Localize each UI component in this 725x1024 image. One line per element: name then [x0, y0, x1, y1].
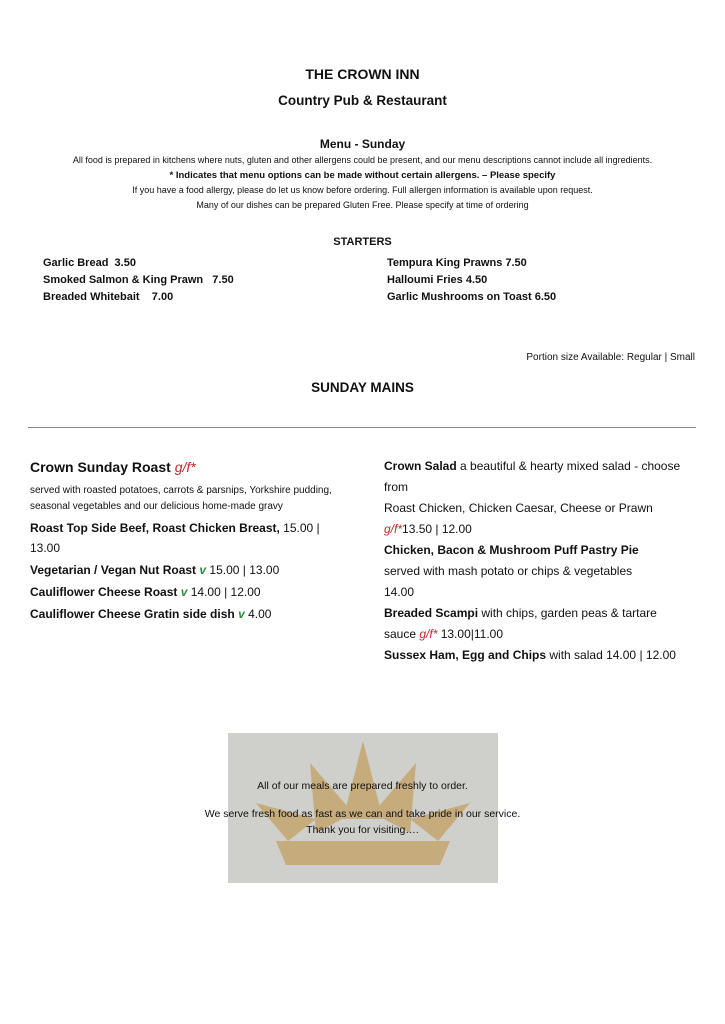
footer-line-2: We serve fresh food as fast as we can and take pride in our service.	[204, 808, 521, 820]
pub-subtitle: Country Pub & Restaurant	[278, 93, 447, 108]
item-name: Vegetarian / Vegan Nut Roast	[30, 563, 200, 577]
gluten-free-tag: g/f*	[174, 459, 196, 475]
menu-title: Menu - Sunday	[319, 137, 406, 151]
salad-price-line	[384, 519, 684, 540]
starter-item: Smoked Salmon & King Prawn 7.50	[43, 274, 234, 286]
footer-line-3: Thank you for visiting….	[306, 824, 419, 836]
notice-line-4: Many of our dishes can be prepared Gluten Free. Please specify at time of ordering	[196, 200, 529, 210]
item-name: Chicken, Bacon & Mushroom Puff Pastry Pie	[384, 543, 639, 557]
roast-title	[30, 459, 350, 475]
item-price: 13.50 | 12.00	[402, 522, 472, 536]
allergen-notices	[0, 153, 725, 213]
crown-band	[276, 841, 450, 865]
item-description: with salad 14.00 | 12.00	[546, 648, 676, 662]
vegetarian-tag: v	[180, 585, 188, 599]
roast-description: served with roasted potatoes, carrots & parsnips, Yorkshire pudding, seasonal vegetables and our delicious home-made gravy	[30, 485, 332, 512]
starter-item: Garlic Mushrooms on Toast 6.50	[387, 291, 557, 303]
gluten-free-tag: g/f*	[419, 627, 438, 641]
salad-options-text: Roast Chicken, Chicken Caesar, Cheese or Prawn	[384, 501, 653, 515]
section-divider	[28, 427, 696, 428]
item-name: Cauliflower Cheese Roast	[30, 585, 181, 599]
starters-right-list	[387, 255, 556, 306]
item-name: Roast Top Side Beef, Roast Chicken Breast,	[30, 521, 280, 535]
footer-line-1: All of our meals are prepared freshly to order.	[257, 780, 468, 792]
gluten-free-tag: g/f*	[384, 522, 403, 536]
notice-line-1: All food is prepared in kitchens where nuts, gluten and other allergens could be present, and our menu descriptions cannot include all ingredients.	[72, 155, 653, 165]
starters-heading: STARTERS	[333, 236, 392, 248]
item-name: Sussex Ham, Egg and Chips	[384, 648, 547, 662]
menu-item-nut-roast	[30, 560, 350, 580]
roast-name: Crown Sunday Roast	[30, 459, 175, 475]
pie-description: served with mash potato or chips & vegetables	[384, 564, 633, 578]
menu-item-sussex-ham	[384, 645, 684, 666]
vegetarian-tag: v	[238, 607, 245, 621]
starter-item: Breaded Whitebait 7.00	[43, 291, 174, 303]
notice-line-2: * Indicates that menu options can be made without certain allergens. – Please specify	[169, 170, 556, 181]
mains-heading: SUNDAY MAINS	[311, 380, 414, 395]
pub-name: THE CROWN INN	[305, 66, 420, 82]
item-price: 15.00 | 13.00	[206, 563, 280, 577]
item-price: 4.00	[244, 607, 272, 621]
item-description: a beautiful & hearty mixed salad - choose from	[384, 459, 681, 494]
item-name: Breaded Scampi	[384, 606, 479, 620]
mains-left-column	[30, 459, 350, 624]
notice-line-3: If you have a food allergy, please do let us know before ordering. Full allergen information is available upon request.	[132, 185, 593, 195]
starter-item: Tempura King Prawns 7.50	[387, 257, 527, 269]
starter-item: Halloumi Fries 4.50	[387, 274, 488, 286]
item-name: Crown Salad	[384, 459, 457, 473]
salad-options	[384, 498, 684, 519]
vegetarian-tag: v	[199, 563, 207, 577]
menu-item-scampi	[384, 603, 684, 645]
item-price: 15.00 | 13.00	[30, 521, 320, 555]
menu-item-pie	[384, 540, 684, 561]
starter-item: Garlic Bread 3.50	[43, 257, 136, 269]
menu-item-cauliflower-gratin	[30, 604, 350, 624]
starters-left-list	[43, 255, 234, 306]
menu-item-cauliflower-roast	[30, 582, 350, 602]
portion-note: Portion size Available: Regular | Small	[526, 352, 695, 363]
item-name: Cauliflower Cheese Gratin side dish	[30, 607, 239, 621]
menu-item-beef-chicken	[30, 518, 350, 558]
pie-price: 14.00	[384, 585, 415, 599]
mains-right-column	[384, 456, 684, 666]
item-description: with chips, garden peas & tartare sauce	[384, 606, 657, 641]
item-price: 13.00|11.00	[437, 627, 503, 641]
item-price: 14.00 | 12.00	[187, 585, 261, 599]
menu-item-crown-salad	[384, 456, 684, 498]
